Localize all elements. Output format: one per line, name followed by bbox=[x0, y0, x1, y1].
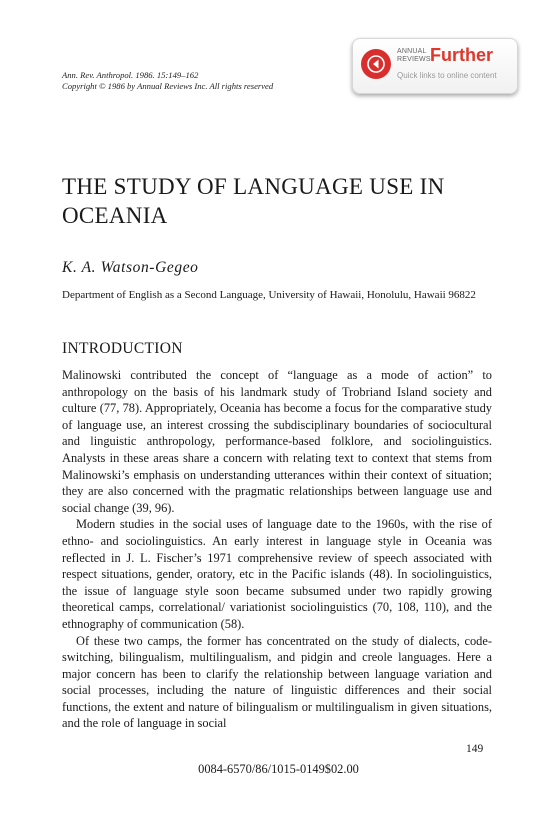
paragraph: Malinowski contributed the concept of “language as a mode of action” to anthropology on the basis of his landmark study of Trobriand Island society and culture (77, 78). Appropriately, Oceania has become a focus for the comparative study of language use, an interest crossing the subdisciplinary boundaries of sociocultural and linguistic anthropology, performance-based folklore, and sociolinguistics. Analysts in these areas share a concern with relating text to context that stems from Malinowski’s emphasis on understanding utterances within their context of situation; they are also concerned with the pragmatic relationships between language use and social change (39, 96). bbox=[62, 368, 492, 515]
author-affiliation: Department of English as a Second Language, University of Hawaii, Honolulu, Hawaii 96822 bbox=[62, 289, 476, 301]
article-title: THE STUDY OF LANGUAGE USE IN OCEANIA bbox=[62, 174, 445, 228]
badge-subtitle: Quick links to online content bbox=[397, 71, 497, 80]
annual-reviews-further-badge[interactable] bbox=[352, 38, 518, 94]
page-number: 149 bbox=[466, 743, 484, 755]
journal-citation bbox=[62, 70, 332, 92]
arrow-left-icon bbox=[361, 49, 391, 79]
author-name: K. A. Watson-Gegeo bbox=[62, 259, 199, 276]
badge-brand-big: Further bbox=[430, 45, 493, 65]
body-text bbox=[62, 367, 492, 732]
citation-line-2: Copyright © 1986 by Annual Reviews Inc. All rights reserved bbox=[62, 81, 274, 91]
citation-line-1: Ann. Rev. Anthropol. 1986. 15:149–162 bbox=[62, 70, 199, 80]
paragraph: Modern studies in the social uses of language date to the 1960s, with the rise of ethno- and sociolinguistics. An early interest in language style in Oceania was reflected in J. L. Fischer’s 1971 comprehensive review of speech associated with respect situations, gender, oratory, etc in the Pacific islands (48). In sociolinguistics, the issue of language style soon became subsumed under two rapidly growing theoretical camps, correlational/ variationist sociolinguistics (70, 108, 110), and the ethnography of communication (58). bbox=[62, 517, 492, 631]
badge-brand-small: ANNUAL REVIEWS bbox=[397, 48, 431, 63]
issn-code: 0084-6570/86/1015-0149$02.00 bbox=[198, 762, 359, 776]
paragraph: Of these two camps, the former has concentrated on the study of dialects, code-switching, bilingualism, multilingualism, and pidgin and creole languages. Here a major concern has been to clarify the relationship between language variation and social processes, including the nature of linguistic differences and their social functions, the extent and nature of bilingualism or multilingualism in given situations, and the role of language in social bbox=[62, 633, 492, 731]
section-heading: INTRODUCTION bbox=[62, 340, 183, 357]
